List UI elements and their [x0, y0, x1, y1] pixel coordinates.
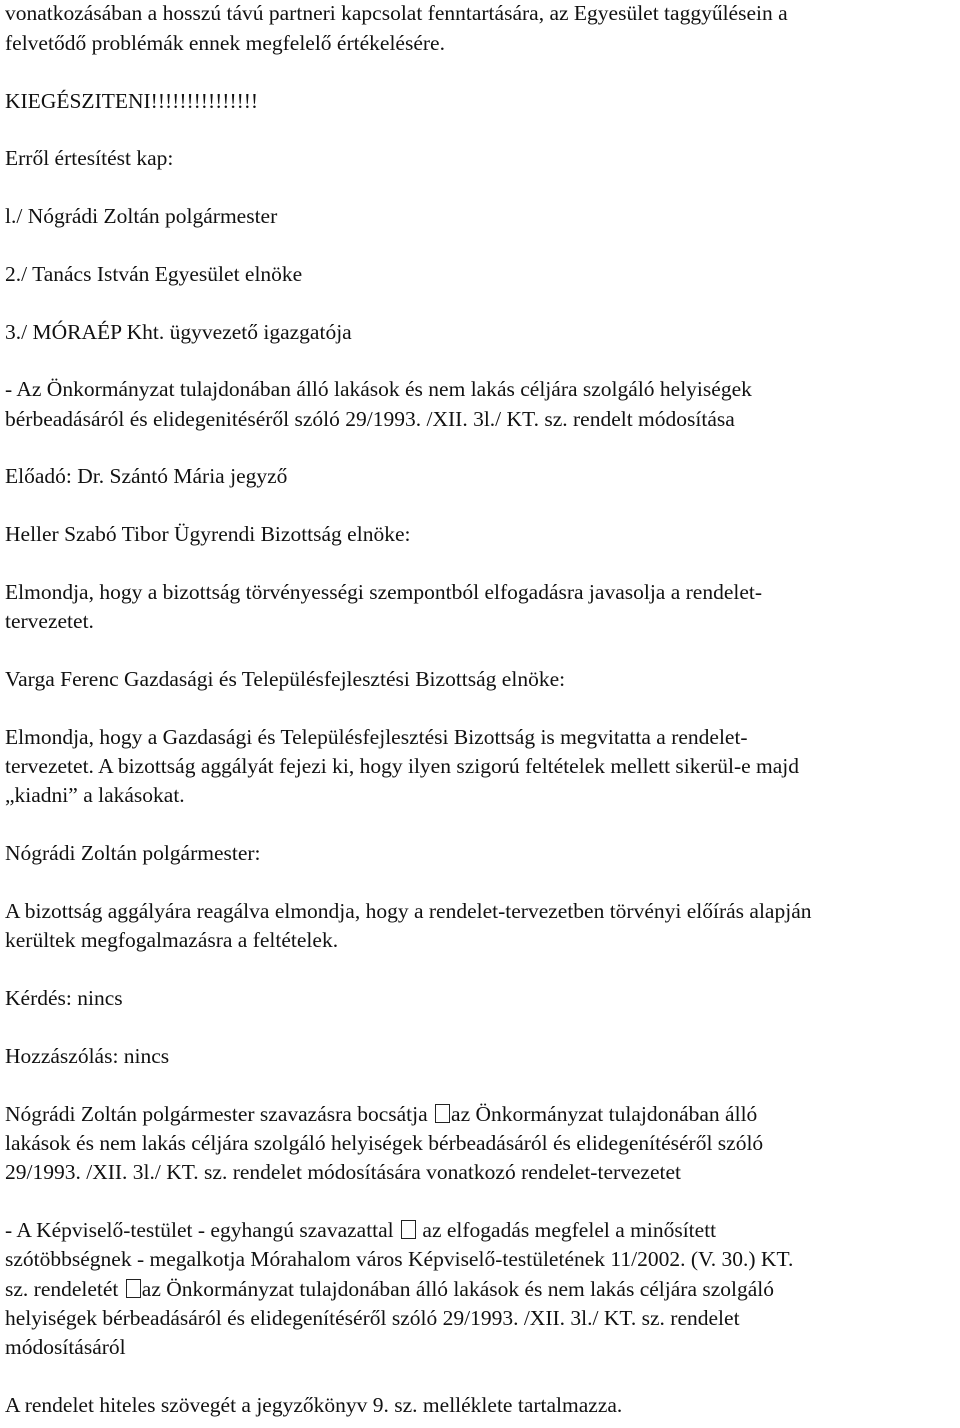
text-line [5, 1101, 757, 1127]
list-item: 2./ Tanács István Egyesület elnöke [5, 262, 303, 286]
text-line [5, 1217, 716, 1243]
text-line: kerültek megfogalmazásra a feltételek. [5, 928, 339, 952]
speaker-heading: Nógrádi Zoltán polgármester: [5, 841, 261, 865]
text-line: szótöbbségnek - megalkotja Mórahalom város Képviselő-testületének 11/2002. (V. 30.) KT. [5, 1247, 794, 1271]
text-line: módosításáról [5, 1335, 126, 1359]
text-fragment: az Önkormányzat tulajdonában álló [451, 1102, 758, 1126]
text-line: vonatkozásában a hosszú távú partneri kapcsolat fenntartására, az Egyesület taggyűlésein a [5, 1, 788, 25]
text-line: Elmondja, hogy a bizottság törvényességi szempontból elfogadásra javasolja a rendelet- [5, 580, 763, 604]
text-fragment: az elfogadás megfelel a minősített [417, 1218, 717, 1242]
text-line: Előadó: Dr. Szántó Mária jegyző [5, 464, 288, 488]
text-line: Kérdés: nincs [5, 986, 123, 1010]
list-item: 3./ MÓRAÉP Kht. ügyvezető igazgatója [5, 320, 352, 344]
text-line: helyiségek bérbeadásáról és elidegenítéséről szóló 29/1993. /XII. 3l./ KT. sz. rendelet [5, 1306, 740, 1330]
text-line: A rendelet hiteles szövegét a jegyzőkönyv 9. sz. melléklete tartalmazza. [5, 1393, 623, 1417]
missing-glyph-box [401, 1220, 416, 1239]
text-fragment: sz. rendeletét [5, 1277, 124, 1301]
text-line: lakások és nem lakás céljára szolgáló helyiségek bérbeadásáról és elidegenítéséről szóló [5, 1131, 764, 1155]
speaker-heading: Varga Ferenc Gazdasági és Településfejlesztési Bizottság elnöke: [5, 667, 566, 691]
text-line: felvetődő problémák ennek megfelelő értékelésére. [5, 31, 445, 55]
speaker-heading: Heller Szabó Tibor Ügyrendi Bizottság elnöke: [5, 522, 411, 546]
text-line: Hozzászólás: nincs [5, 1044, 170, 1068]
list-item: l./ Nógrádi Zoltán polgármester [5, 204, 278, 228]
missing-glyph-box [126, 1279, 141, 1298]
heading-note: KIEGÉSZITENI!!!!!!!!!!!!!!! [5, 89, 259, 113]
text-fragment: Nógrádi Zoltán polgármester szavazásra bocsátja [5, 1102, 434, 1126]
text-line: „kiadni” a lakásokat. [5, 783, 185, 807]
text-line [5, 1276, 774, 1302]
missing-glyph-box [435, 1104, 450, 1123]
text-line: tervezetet. [5, 609, 94, 633]
text-line: Erről értesítést kap: [5, 146, 174, 170]
text-line: A bizottság aggályára reagálva elmondja, hogy a rendelet-tervezetben törvényi előírás alapján [5, 899, 812, 923]
text-line: 29/1993. /XII. 3l./ KT. sz. rendelet módosítására vonatkozó rendelet-tervezetet [5, 1160, 682, 1184]
text-line: Elmondja, hogy a Gazdasági és Településfejlesztési Bizottság is megvitatta a rendelet- [5, 725, 748, 749]
text-line: tervezetet. A bizottság aggályát fejezi ki, hogy ilyen szigorú feltételek mellett sikerül-e majd [5, 754, 800, 778]
text-line: bérbeadásáról és elidegenitéséről szóló 29/1993. /XII. 3l./ KT. sz. rendelt módosítása [5, 407, 735, 431]
text-line: - Az Önkormányzat tulajdonában álló lakások és nem lakás céljára szolgáló helyiségek [5, 377, 752, 401]
text-fragment: az Önkormányzat tulajdonában álló lakások és nem lakás céljára szolgáló [141, 1277, 775, 1301]
text-fragment: - A Képviselő-testület - egyhangú szavazattal [5, 1218, 400, 1242]
